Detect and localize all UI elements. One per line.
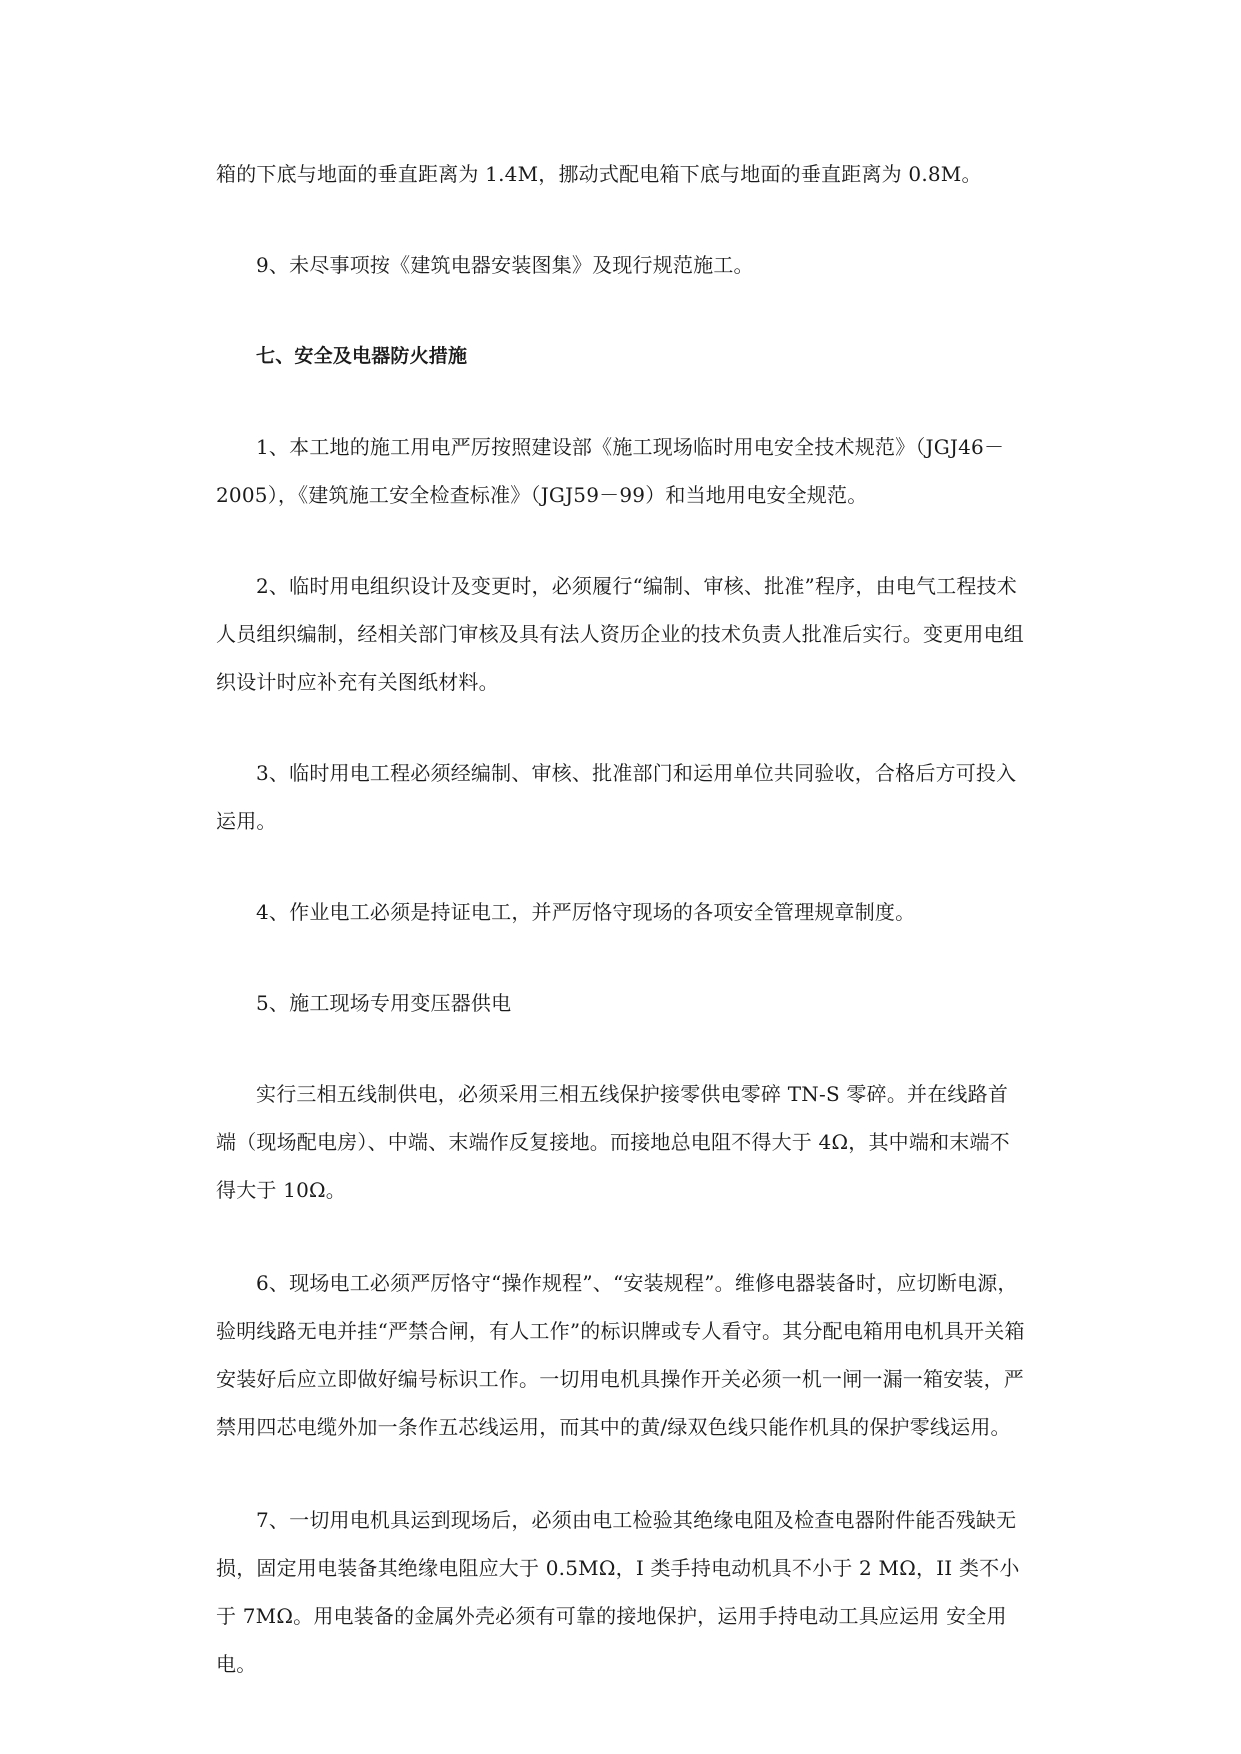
section-heading-safety: 七、安全及电器防火措施 (256, 345, 468, 367)
paragraph-spacer (216, 380, 1026, 423)
paragraph-spacer (216, 1027, 1026, 1070)
paragraph-spacer (216, 936, 1026, 979)
paragraph-spacer (216, 519, 1026, 562)
paragraph-item-9: 9、未尽事项按《建筑电器安装图集》及现行规范施工。 (256, 253, 754, 277)
paragraph-item-5: 5、施工现场专用变压器供电 (256, 991, 512, 1015)
paragraph-spacer (216, 198, 1026, 241)
paragraph-item-2: 2、临时用电组织设计及变更时，必须履行“编制、审核、批准”程序，由电气工程技术人员组织编制，经相关部门审核及具有法人资历企业的技术负责人批准后实行。变更用电组织设计时应补充有关图纸材料。 (216, 574, 1024, 694)
paragraph-item-1: 1、本工地的施工用电严厉按照建设部《施工现场临时用电安全技术规范》（JGJ46－2005），《建筑施工安全检查标准》（JGJ59－99）和当地用电安全规范。 (216, 435, 1005, 507)
paragraph-spacer (216, 1214, 1026, 1259)
document-body (216, 150, 1026, 1688)
paragraph-spacer (216, 706, 1026, 749)
paragraph-spacer (216, 845, 1026, 888)
paragraph-item-4: 4、作业电工必须是持证电工，并严厉恪守现场的各项安全管理规章制度。 (256, 900, 916, 924)
paragraph-box-height: 箱的下底与地面的垂直距离为 1.4M，挪动式配电箱下底与地面的垂直距离为 0.8M。 (216, 162, 982, 186)
paragraph-spacer (216, 1451, 1026, 1496)
paragraph-item-6: 6、现场电工必须严厉恪守“操作规程”、“安装规程”。维修电器装备时，应切断电源，验明线路无电并挂“严禁合闸，有人工作”的标识牌或专人看守。其分配电箱用电机具开关箱安装好后应立即做好编号标识工作。一切用电机具操作开关必须一机一闸一漏一箱安装，严禁用四芯电缆外加一条作五芯线运用，而其中的黄/绿双色线只能作机具的保护零线运用。 (216, 1271, 1025, 1439)
paragraph-item-3: 3、临时用电工程必须经编制、审核、批准部门和运用单位共同验收，合格后方可投入运用。 (216, 761, 1017, 833)
paragraph-spacer (216, 289, 1026, 332)
paragraph-item-7: 7、一切用电机具运到现场后，必须由电工检验其绝缘电阻及检查电器附件能否残缺无损，固定用电装备其绝缘电阻应大于 0.5MΩ，I 类手持电动机具不小于 2 MΩ，II 类不小于 7MΩ。用电装备的金属外壳必须有可靠的接地保护，运用手持电动工具应运用 安全用电。 (216, 1508, 1020, 1676)
paragraph-power-supply: 实行三相五线制供电，必须采用三相五线保护接零供电零碎 TN-S 零碎。并在线路首端（现场配电房）、中端、末端作反复接地。而接地总电阻不得大于 4Ω，其中端和末端不得大于 10Ω。 (216, 1082, 1010, 1202)
